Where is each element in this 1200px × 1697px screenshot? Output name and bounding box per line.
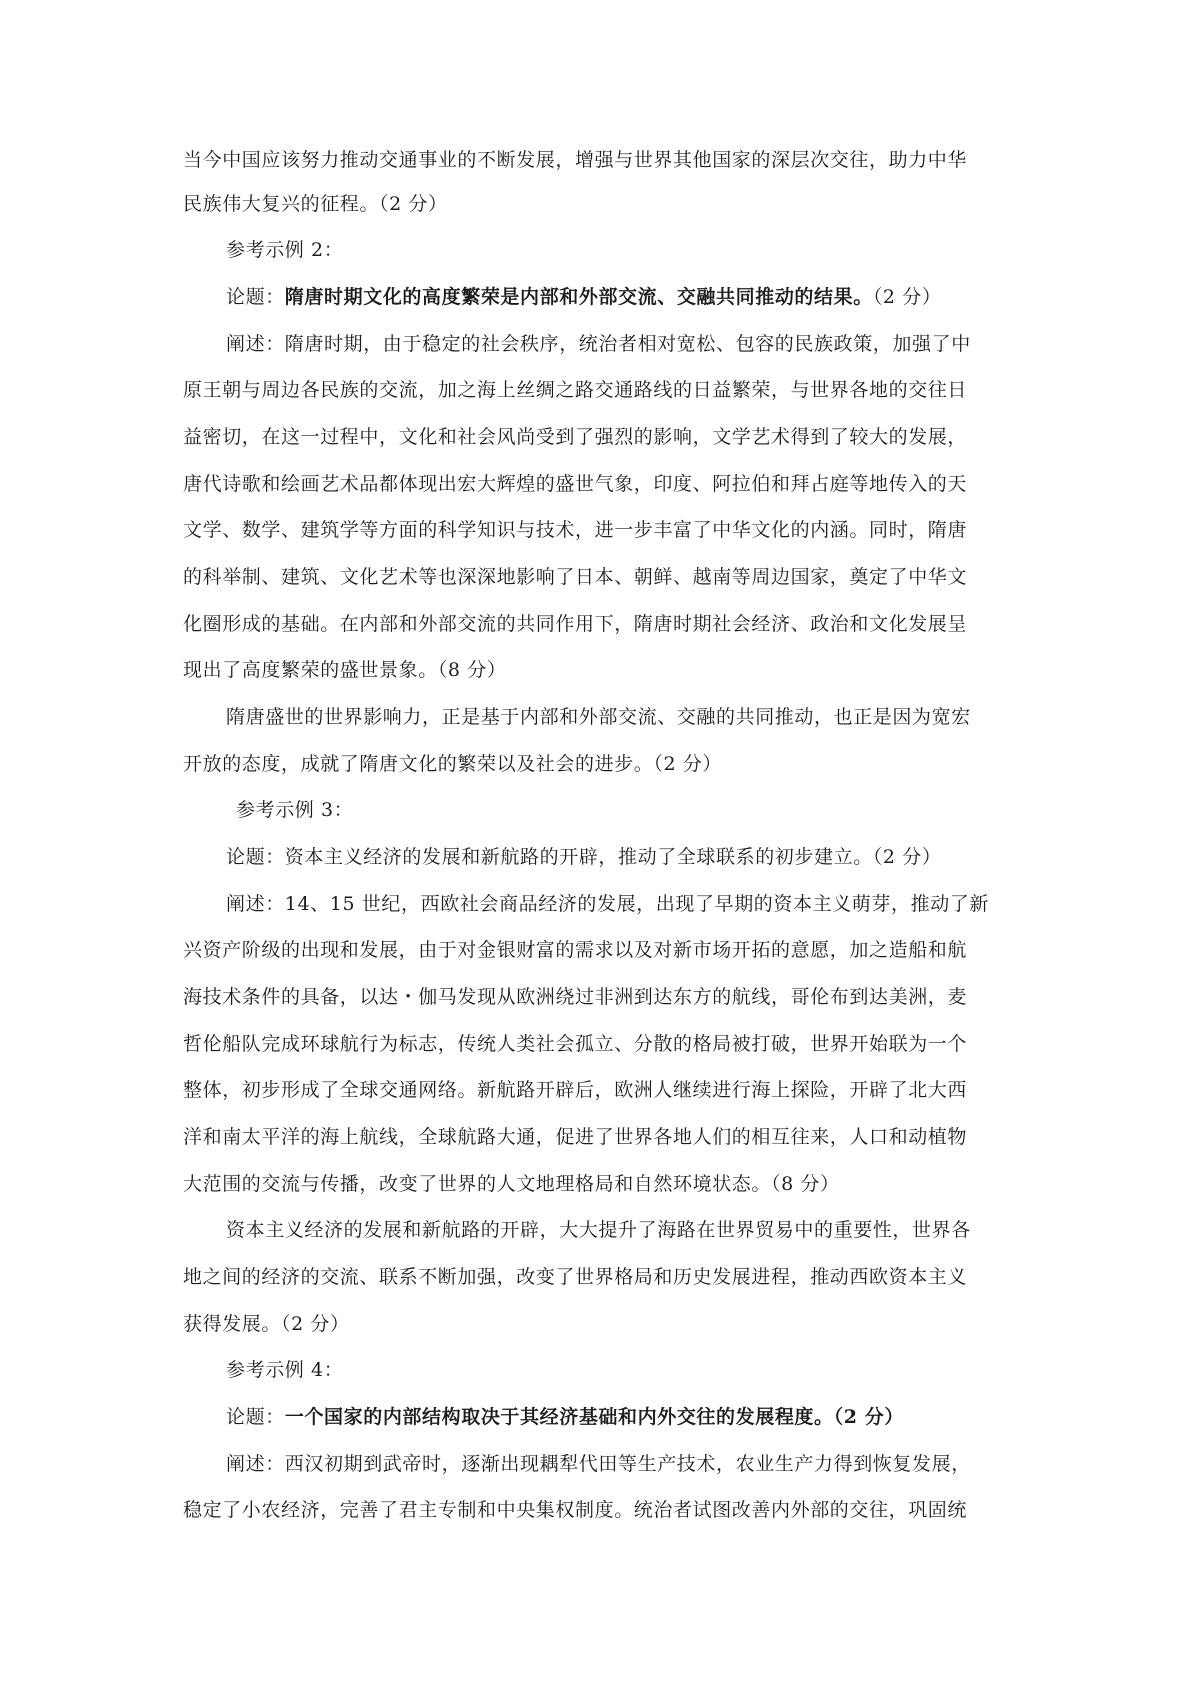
- text-line: 原王朝与周边各民族的交流，加之海上丝绸之路交通路线的日益繁荣，与世界各地的交往日: [183, 379, 968, 401]
- text-line: 整体，初步形成了全球交通网络。新航路开辟后，欧洲人继续进行海上探险，开辟了北大西: [183, 1079, 968, 1101]
- thesis-text: 隋唐时期文化的高度繁荣是内部和外部交流、交融共同推动的结果。: [284, 286, 873, 308]
- text-line: 民族伟大复兴的征程。（2 分）: [183, 193, 448, 215]
- example-heading: 参考示例 4：: [226, 1359, 344, 1381]
- text-line: 唐代诗歌和绘画艺术品都体现出宏大辉煌的盛世气象，印度、阿拉伯和拜占庭等地传入的天: [183, 473, 968, 495]
- text-line: 稳定了小农经济，完善了君主专制和中央集权制度。统治者试图改善内外部的交往，巩固统: [183, 1499, 968, 1521]
- text-line: 获得发展。（2 分）: [183, 1313, 350, 1335]
- text-line: 益密切，在这一过程中，文化和社会风尚受到了强烈的影响，文学艺术得到了较大的发展，: [183, 426, 968, 448]
- text-line: 隋唐盛世的世界影响力，正是基于内部和外部交流、交融的共同推动，也正是因为宽宏: [226, 706, 971, 728]
- text-line: 资本主义经济的发展和新航路的开辟，大大提升了海路在世界贸易中的重要性，世界各: [226, 1219, 971, 1241]
- thesis-line: [226, 284, 941, 310]
- text-line: 的科举制、建筑、文化艺术等也深深地影响了日本、朝鲜、越南等周边国家，奠定了中华文: [183, 566, 968, 588]
- thesis-label: 论题：: [226, 286, 285, 308]
- text-line: 地之间的经济的交流、联系不断加强，改变了世界格局和历史发展进程，推动西欧资本主义: [183, 1266, 968, 1288]
- text-line: 现出了高度繁荣的盛世景象。（8 分）: [183, 659, 507, 681]
- text-line: 文学、数学、建筑学等方面的科学知识与技术，进一步丰富了中华文化的内涵。同时，隋唐: [183, 519, 968, 541]
- thesis-text: 一个国家的内部结构取决于其经济基础和内外交往的发展程度。（2 分）: [284, 1406, 904, 1428]
- thesis-label: 论题：: [226, 1406, 285, 1428]
- text-line: 阐述：隋唐时期，由于稳定的社会秩序，统治者相对宽松、包容的民族政策，加强了中: [226, 333, 971, 355]
- text-line: 阐述：西汉初期到武帝时，逐渐出现耦犁代田等生产技术，农业生产力得到恢复发展，: [226, 1453, 971, 1475]
- score: （2 分）: [872, 286, 942, 308]
- text-line: 大范围的交流与传播，改变了世界的人文地理格局和自然环境状态。（8 分）: [183, 1173, 840, 1195]
- text-line: 洋和南太平洋的海上航线，全球航路大通，促进了世界各地人们的相互往来，人口和动植物: [183, 1126, 968, 1148]
- example-heading: 参考示例 2：: [226, 239, 344, 261]
- thesis-line: 论题：资本主义经济的发展和新航路的开辟，推动了全球联系的初步建立。（2 分）: [226, 846, 942, 868]
- text-line: 当今中国应该努力推动交通事业的不断发展，增强与世界其他国家的深层次交往，助力中华: [183, 149, 968, 171]
- text-line: 哲伦船队完成环球航行为标志，传统人类社会孤立、分散的格局被打破，世界开始联为一个: [183, 1033, 968, 1055]
- text-line: 兴资产阶级的出现和发展，由于对金银财富的需求以及对新市场开拓的意愿，加之造船和航: [183, 939, 968, 961]
- thesis-line: [226, 1404, 904, 1430]
- example-heading: 参考示例 3：: [236, 799, 354, 821]
- text-line: 化圈形成的基础。在内部和外部交流的共同作用下，隋唐时期社会经济、政治和文化发展呈: [183, 613, 968, 635]
- text-line: 海技术条件的具备，以达・伽马发现从欧洲绕过非洲到达东方的航线，哥伦布到达美洲，麦: [183, 986, 968, 1008]
- text-line: 开放的态度，成就了隋唐文化的繁荣以及社会的进步。（2 分）: [183, 753, 723, 775]
- text-line: 阐述：14、15 世纪，西欧社会商品经济的发展，出现了早期的资本主义萌芽，推动了新: [226, 893, 989, 915]
